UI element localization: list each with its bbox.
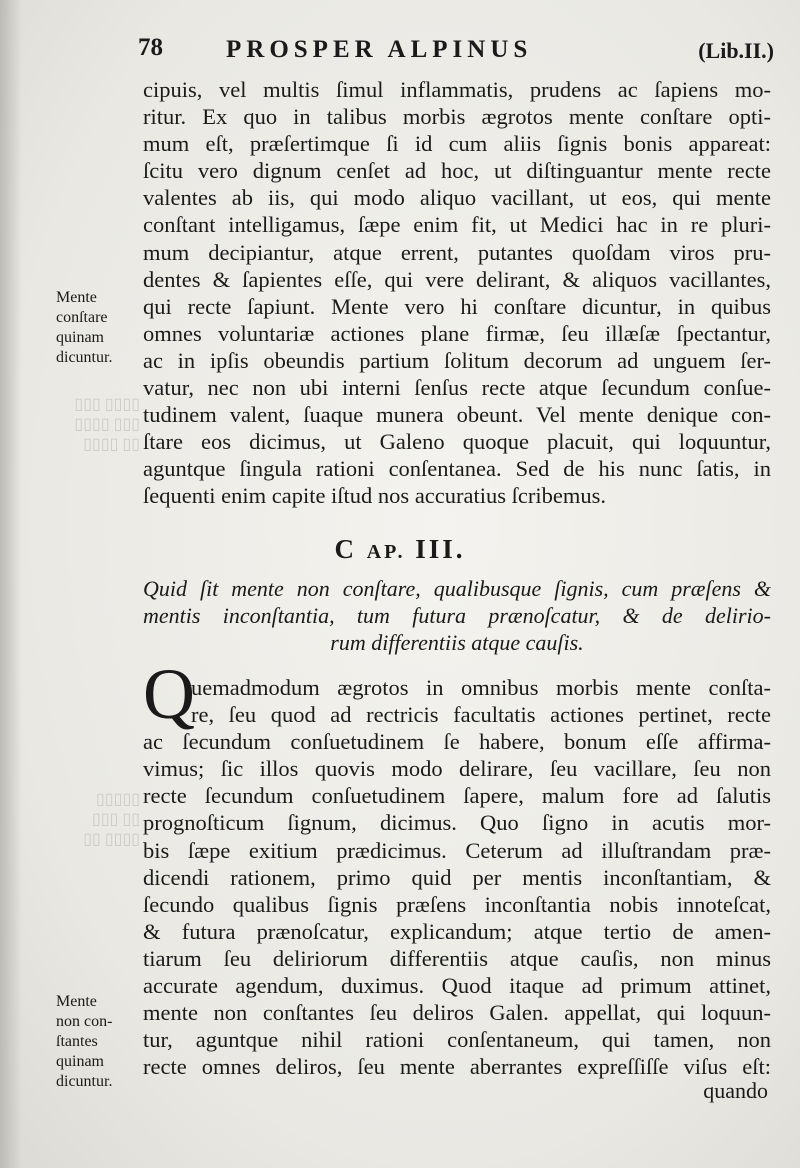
text-line: cipuis, vel multis ſimul inflammatis, prudens ac ſapiens mo- — [143, 77, 771, 102]
text-line: recte ſecundum conſuetudinem ſapere, malum fore ad ſalutis — [143, 783, 771, 809]
text-line: dicendi rationem, primo quid per mentis inconſtantiam, & — [143, 864, 771, 890]
paragraph-continued — [143, 76, 771, 510]
marginal-line: ſtantes — [56, 1033, 98, 1050]
text-line: & futura prænoſcatur, explicandum; atque tertio de amen- — [143, 918, 771, 944]
subtitle-line: Quid ſit mente non conſtare, qualibusque ſignis, cum præſens & — [143, 576, 771, 601]
text-line: ſtare eos dicimus, ut Galeno quoque placuit, qui loquuntur, — [143, 429, 771, 455]
chapter-subtitle — [143, 575, 771, 656]
marginal-line: quinam — [56, 329, 104, 346]
text-line: ritur. Ex quo in talibus morbis ægrotos mente conſtare opti- — [143, 104, 771, 130]
text-line: prognoſticum ſignum, dicimus. Quo ſigno in acutis mor- — [143, 810, 771, 836]
text-line: ac in ipſis obeundis partium ſolitum decorum ad unguem ſer- — [143, 347, 771, 373]
text-line: ſequenti enim capite iſtud nos accuratius ſcribemus. — [143, 483, 606, 509]
text-line: re, ſeu quod ad rectricis facultatis actiones pertinet, recte — [191, 702, 771, 728]
text-line: omnes voluntariæ actiones plane firmæ, ſeu illæſæ ſpectantur, — [143, 320, 771, 346]
marginal-line: Mente — [56, 289, 97, 306]
chapter-paragraph — [143, 674, 771, 1080]
text-line: accurate agendum, duximus. Quod itaque ad primum attinet, — [143, 973, 771, 999]
marginal-note-1 — [56, 288, 138, 368]
text-line: valentes ab iis, qui modo aliquo vacillant, ut eos, qui mente — [143, 185, 771, 211]
running-head — [138, 34, 774, 74]
chapter-number: III. — [415, 534, 466, 564]
catchword: quando — [703, 1078, 768, 1103]
marginal-line: dicuntur. — [56, 349, 113, 366]
text-line: aguntque ſingula rationi conſentanea. Sed de his nunc ſatis, in — [143, 456, 771, 482]
gutter-shadow — [0, 0, 22, 1168]
text-line: tiarum ſeu deliriorum differentiis atque cauſis, non minus — [143, 945, 771, 971]
marginal-line: Mente — [56, 993, 97, 1010]
text-line: ſcitu vero dignum cenſet ad hoc, ut diſtinguantur mente recte — [143, 158, 771, 184]
show-through-left-1: ▯▯▯▯ ▯▯▯ ▯▯▯ ▯▯▯▯ ▯▯ ▯▯▯▯ — [74, 396, 140, 453]
marginal-line: conſtare — [56, 309, 108, 326]
text-line: dentes & ſapientes eſſe, qui vere delirant, & aliquos vacillantes, — [143, 266, 771, 292]
running-title: PROSPER ALPINUS — [226, 36, 533, 63]
marginal-line: non con- — [56, 1013, 113, 1030]
text-line: tur, aguntque nihil rationi conſentaneum, qui tamen, non — [143, 1027, 771, 1053]
book-reference: (Lib.II.) — [698, 38, 774, 63]
chapter-heading-cap: C — [334, 534, 357, 564]
marginal-line: dicuntur. — [56, 1073, 113, 1090]
text-line: recte omnes deliros, ſeu mente aberrantes expreſſiſſe viſus eſt: — [143, 1054, 771, 1080]
subtitle-line: rum differentiis atque cauſis. — [330, 630, 584, 655]
subtitle-line: mentis inconſtantia, tum futura prænoſcatur, & de delirio- — [143, 603, 771, 628]
chapter-heading-ap: AP. — [366, 541, 406, 563]
text-line: mente non conſtantes ſeu deliros Galen. appellat, qui loquun- — [143, 1000, 771, 1026]
text-line: tudinem valent, ſuaque munera obeunt. Vel mente denique con- — [143, 402, 771, 428]
chapter-heading — [0, 534, 800, 565]
text-line: vimus; ſic illos quovis modo delirare, ſeu vacillare, ſeu non — [143, 756, 771, 782]
show-through-left-2: ▯▯▯▯▯ ▯▯ ▯▯▯ ▯▯▯▯ ▯▯ — [83, 791, 140, 848]
text-line: qui recte ſapiunt. Mente vero hi conſtare dicuntur, in quibus — [143, 293, 771, 319]
text-line: bis ſæpe exitium prædicimus. Ceterum ad illuſtrandam præ- — [143, 837, 771, 863]
text-line: mum eſt, præſertimque ſi id cum aliis ſignis bonis appareat: — [143, 131, 771, 157]
text-line: mum decipiantur, atque errent, putantes quoſdam viros pru- — [143, 239, 771, 265]
page-number: 78 — [138, 34, 163, 61]
marginal-note-2 — [56, 992, 138, 1092]
text-line: ac ſecundum conſuetudinem ſe habere, bonum eſſe affirma- — [143, 729, 771, 755]
text-line: ſecundo qualibus ſignis præſens inconſtantia nobis innoteſcat, — [143, 891, 771, 917]
text-line: conſtant intelligamus, ſæpe enim fit, ut Medici hac in re pluri- — [143, 212, 771, 238]
text-line: uemadmodum ægrotos in omnibus morbis mente conſta- — [191, 675, 771, 700]
drop-capital: Q — [143, 654, 195, 734]
text-line: vatur, nec non ubi interni ſenſus recte atque ſecundum conſue- — [143, 375, 771, 401]
marginal-line: quinam — [56, 1053, 104, 1070]
